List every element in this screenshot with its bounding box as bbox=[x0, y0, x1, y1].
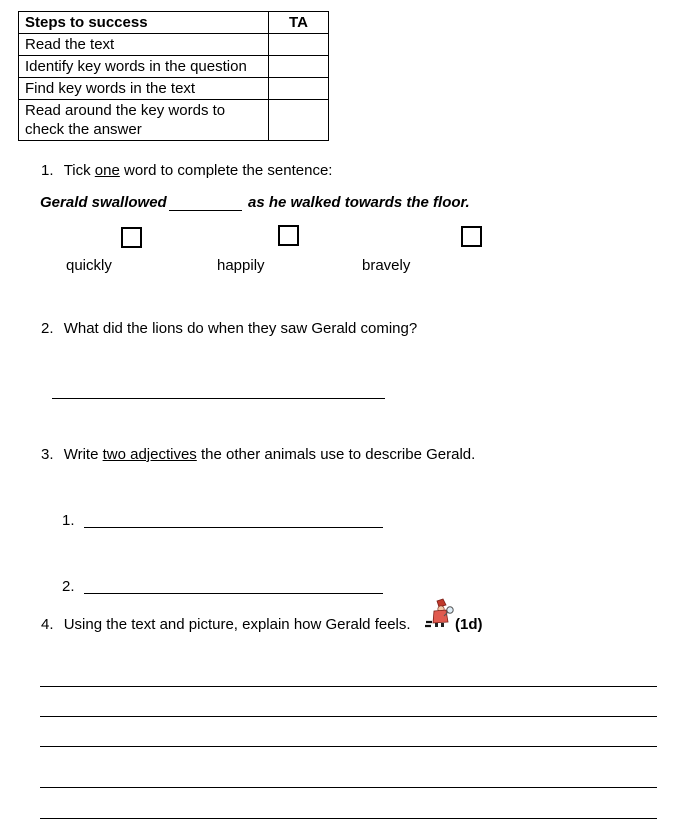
steps-to-success-table bbox=[18, 11, 329, 141]
step-cell: Identify key words in the question bbox=[19, 56, 269, 78]
question-3-suffix: the other animals use to describe Gerald. bbox=[196, 446, 476, 463]
question-number: 2. bbox=[41, 320, 54, 337]
step-cell: Find key words in the text bbox=[19, 78, 269, 100]
question-2 bbox=[41, 320, 417, 337]
table-row bbox=[19, 100, 329, 141]
question-3-prefix: Write bbox=[63, 446, 103, 463]
q3-item-2-number: 2. bbox=[62, 578, 75, 595]
q2-answer-line[interactable] bbox=[52, 398, 385, 399]
q4-answer-line-5[interactable] bbox=[40, 818, 657, 819]
steps-header: Steps to success bbox=[19, 12, 269, 34]
q3-answer-line-2[interactable] bbox=[84, 593, 383, 594]
q3-item-1-number: 1. bbox=[62, 512, 75, 529]
question-number: 1. bbox=[41, 162, 54, 179]
q4-answer-line-3[interactable] bbox=[40, 746, 657, 747]
table-row bbox=[19, 78, 329, 100]
checkbox-bravely[interactable] bbox=[461, 226, 482, 247]
q4-badge: (1d) bbox=[455, 616, 483, 633]
question-1-suffix: word to complete the sentence: bbox=[119, 162, 333, 179]
question-3-underlined: two adjectives bbox=[102, 446, 197, 463]
step-cell: Read around the key words to check the answer bbox=[19, 100, 269, 141]
table-row bbox=[19, 56, 329, 78]
question-1-prefix: Tick bbox=[63, 162, 95, 179]
question-3 bbox=[41, 446, 475, 463]
q4-answer-line-4[interactable] bbox=[40, 787, 657, 788]
checkbox-quickly[interactable] bbox=[121, 227, 142, 248]
ta-cell[interactable] bbox=[269, 100, 329, 141]
step-cell: Read the text bbox=[19, 34, 269, 56]
option-quickly: quickly bbox=[66, 257, 112, 274]
option-bravely: bravely bbox=[362, 257, 411, 274]
q4-answer-line-2[interactable] bbox=[40, 716, 657, 717]
q3-answer-line-1[interactable] bbox=[84, 527, 383, 528]
question-1 bbox=[41, 162, 332, 179]
detective-icon bbox=[421, 597, 457, 631]
question-4 bbox=[41, 616, 411, 633]
q1-sentence-start: Gerald swallowed bbox=[40, 194, 167, 211]
ta-cell[interactable] bbox=[269, 78, 329, 100]
ta-cell[interactable] bbox=[269, 34, 329, 56]
q1-blank-line bbox=[169, 210, 242, 211]
checkbox-happily[interactable] bbox=[278, 225, 299, 246]
question-1-underlined: one bbox=[94, 162, 120, 179]
ta-header: TA bbox=[269, 12, 329, 34]
question-2-text: What did the lions do when they saw Gerald coming? bbox=[63, 320, 418, 337]
table-header-row bbox=[19, 12, 329, 34]
question-4-text: Using the text and picture, explain how Gerald feels. bbox=[63, 616, 411, 633]
q1-sentence-end: as he walked towards the floor. bbox=[248, 194, 470, 211]
q4-answer-line-1[interactable] bbox=[40, 686, 657, 687]
question-number: 4. bbox=[41, 616, 54, 633]
option-happily: happily bbox=[217, 257, 265, 274]
table-row bbox=[19, 34, 329, 56]
question-number: 3. bbox=[41, 446, 54, 463]
ta-cell[interactable] bbox=[269, 56, 329, 78]
